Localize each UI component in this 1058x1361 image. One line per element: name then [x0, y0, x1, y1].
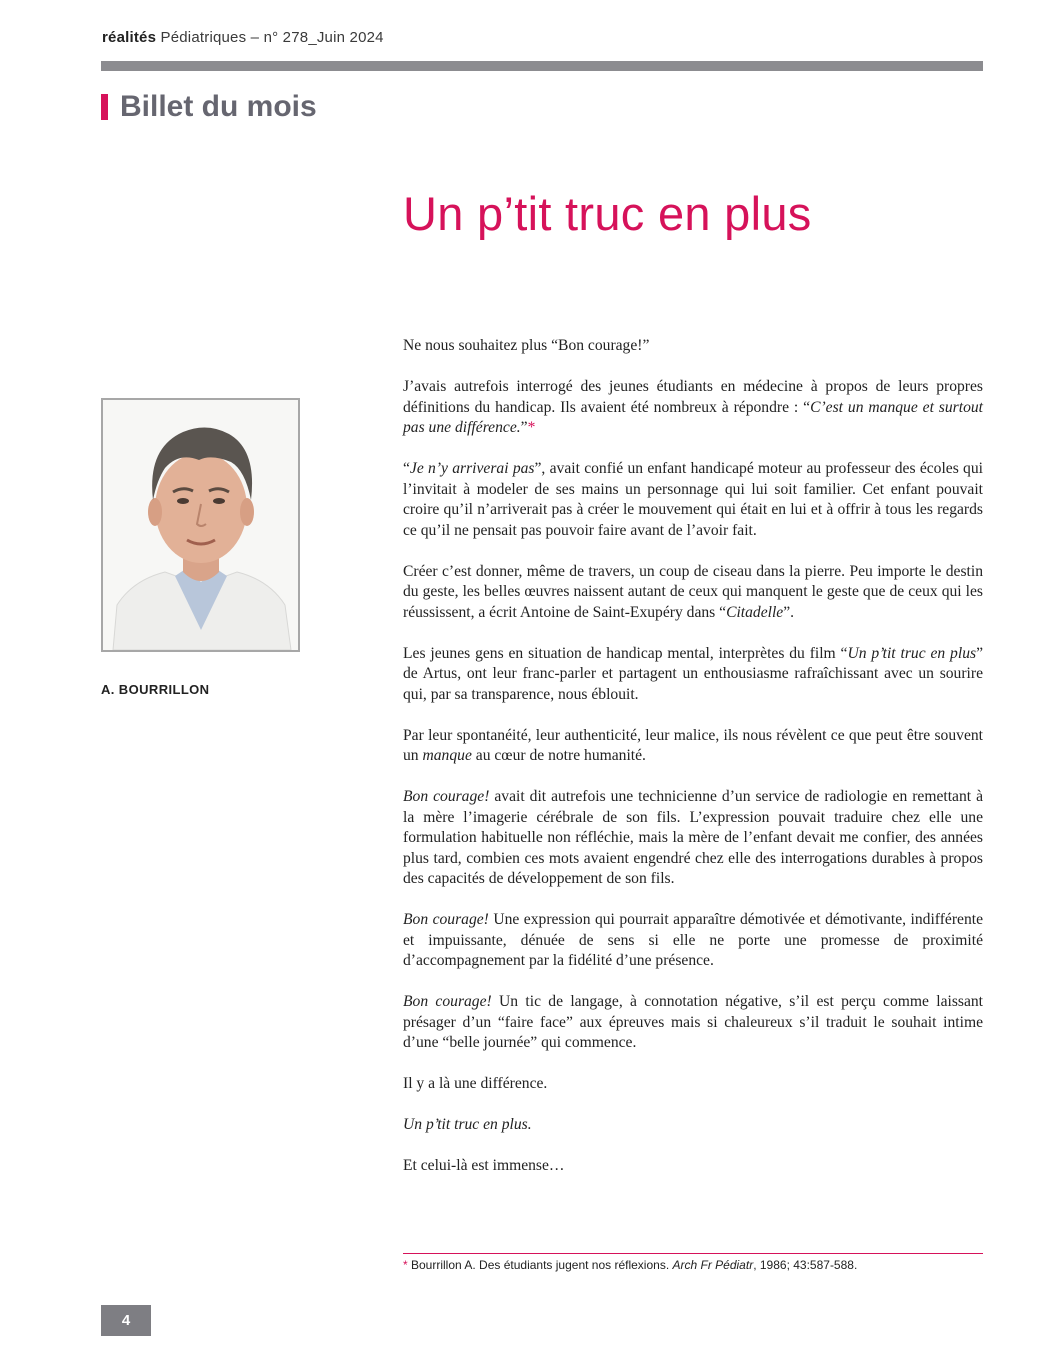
page-number: 4 [101, 1305, 151, 1336]
section-marker [101, 94, 108, 120]
paragraph: Créer c’est donner, même de travers, un coup de ciseau dans la pierre. Peu importe le destin du geste, les belles œuvres naissent autant de ceux qui manquent le geste que de ceux qui les réussissent, a écrit Antoine de Saint-Exupéry dans “Citadelle”. [403, 562, 983, 621]
paragraph: J’avais autrefois interrogé des jeunes étudiants en médecine à propos de leurs propres définitions du handicap. Ils avaient été nombreux à répondre : “C’est un manque et surtout pas une différence.”* [403, 378, 983, 436]
paragraph: Il y a là une différence. [403, 1075, 548, 1092]
issue-info: Pédiatriques – n° 278_Juin 2024 [160, 29, 384, 46]
author-name: A. BOURRILLON [101, 682, 210, 697]
article-body [403, 336, 983, 1197]
paragraph: Et celui-là est immense… [403, 1157, 565, 1174]
header-bar [101, 61, 983, 71]
author-photo [101, 398, 300, 652]
paragraph: Bon courage! Une expression qui pourrait apparaître démotivée et démotivante, indifférente et impuissante, dénuée de sens si elle ne porte une promesse de proximité d’accompagnement par la fidélité d’une présence. [403, 911, 983, 969]
paragraph: Par leur spontanéité, leur authenticité, leur malice, ils nous révèlent ce que peut être souvent un manque au cœur de notre humanité. [403, 726, 983, 764]
paragraph: Bon courage! avait dit autrefois une technicienne d’un service de radiologie en remettant à la mère l’imagerie cérébrale de son fils. L’expression pouvait traduire chez elle une formulation habituelle non réfléchie, mais la mère de l’enfant devait me confier, des années plus tard, combien ces mots avaient engendré chez elle des interrogations durables à propos des capacités de développement de son fils. [403, 788, 984, 887]
paragraph: Les jeunes gens en situation de handicap mental, interprètes du film “Un p’tit truc en plus” de Artus, ont leur franc-parler et partagent un enthousiasme rafraîchissant avec un sourire qui, par sa transparence, nous éblouit. [403, 644, 983, 703]
footnote: * Bourrillon A. Des étudiants jugent nos réflexions. Arch Fr Pédiatr, 1986; 43:587-588. [403, 1258, 858, 1272]
paragraph: Bon courage! Un tic de langage, à connotation négative, s’il est perçu comme laissant présager d’un “faire face” aux épreuves mais si chaleureux s’il traduit le souhait intime d’une “belle journée” qui commence. [403, 993, 984, 1051]
section-title: Billet du mois [120, 90, 317, 123]
article-title: Un p’tit truc en plus [403, 187, 812, 240]
paragraph: Ne nous souhaitez plus “Bon courage!” [403, 337, 650, 354]
footnote-divider [403, 1253, 983, 1254]
running-header [102, 29, 384, 46]
section-heading [101, 90, 317, 124]
paragraph: Un p’tit truc en plus. [403, 1116, 532, 1133]
paragraph: “Je n’y arriverai pas”, avait confié un enfant handicapé moteur au professeur des écoles qui l’invitait à modeler de ses mains un personnage qui lui soit familier. Cet enfant pouvait croire qu’il n’arriverait pas à créer le mouvement qui était en lui et à offrir à tous les regards ce qu’il ne pensait pas pouvoir faire avant de l’avoir fait. [403, 460, 983, 539]
brand-name: réalités [102, 29, 157, 46]
footnote-marker: * [527, 419, 536, 436]
author-portrait-illustration [103, 400, 298, 650]
